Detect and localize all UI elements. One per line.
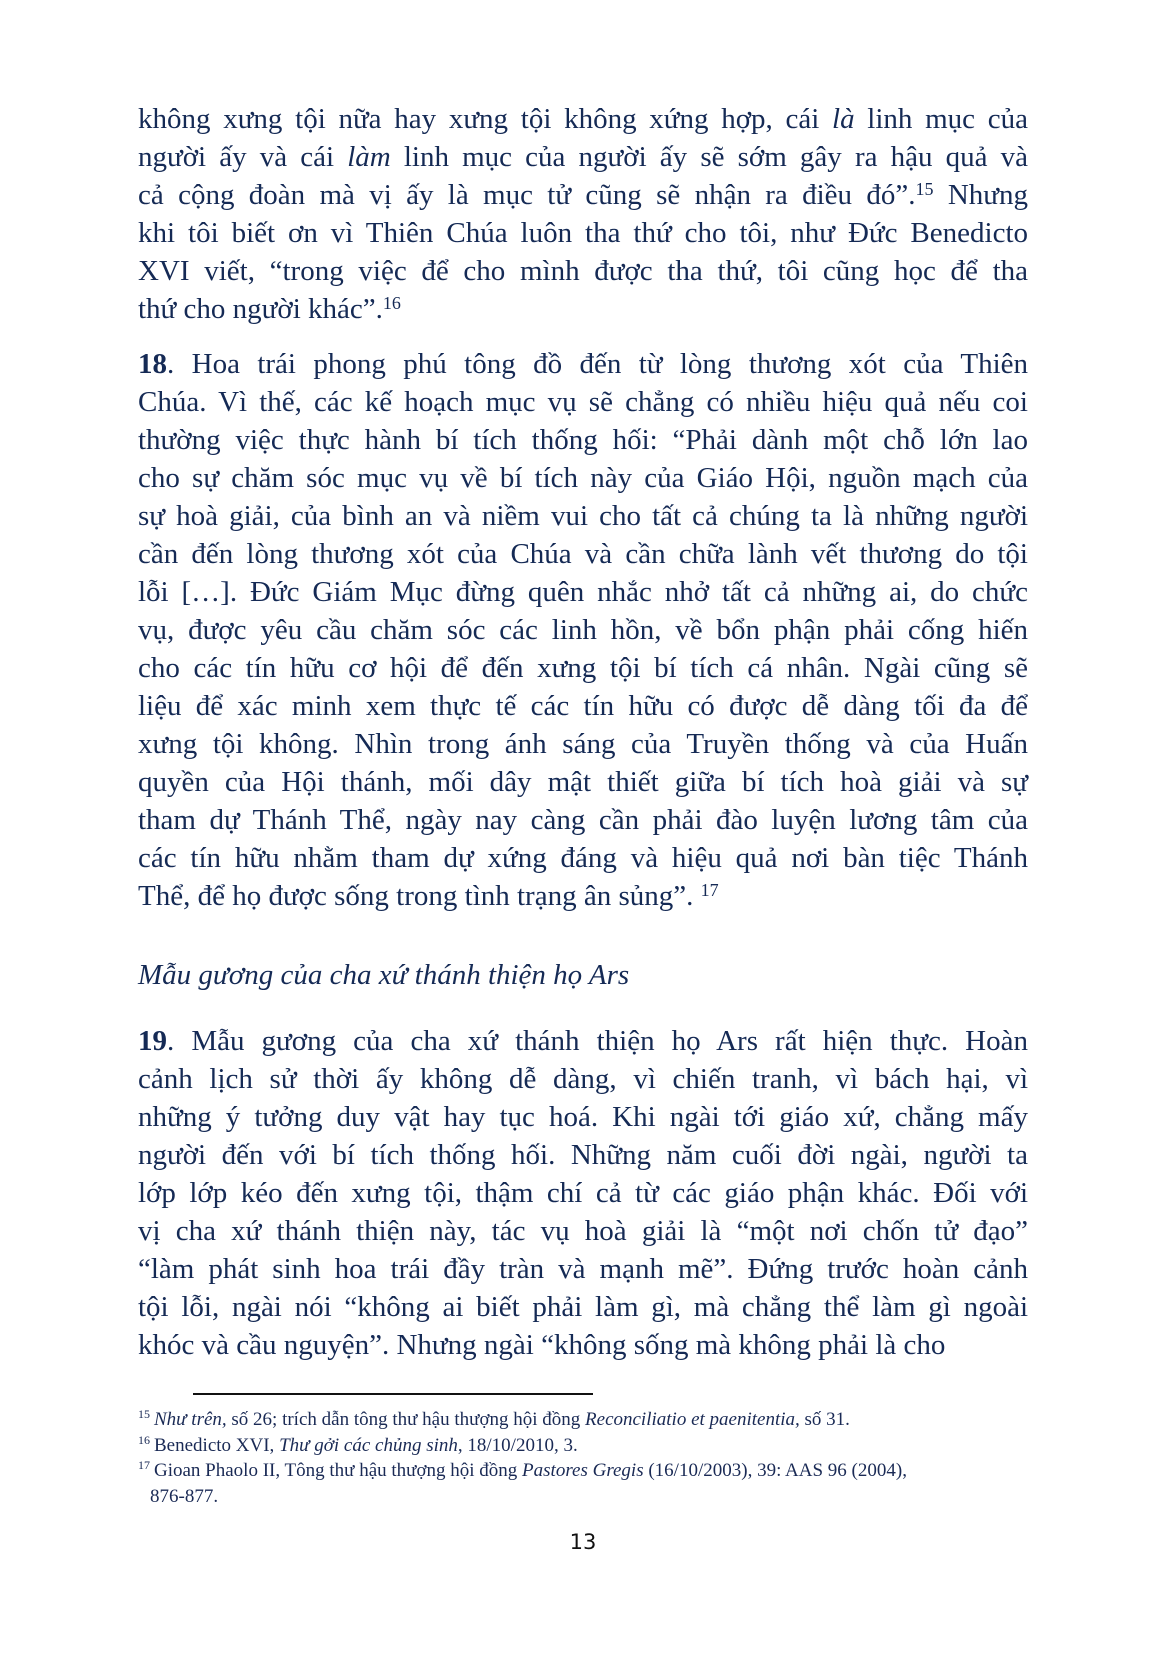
text-run: (16/10/2003), 39: AAS 96 (2004), xyxy=(643,1460,907,1481)
paragraph-18-line xyxy=(138,573,1028,611)
paragraph-19-line xyxy=(138,1212,1028,1250)
text-run: . Mẫu gương của cha xứ thánh thiện họ Ars rất hiện thực. Hoàn xyxy=(167,1025,1028,1057)
footnotes xyxy=(138,1407,1028,1509)
text-run: . Hoa trái phong phú tông đồ đến từ lòng thương xót của Thiên xyxy=(167,348,1028,380)
section-heading xyxy=(138,956,1028,994)
footnote-separator xyxy=(193,1393,593,1395)
section-heading-text: Mẫu gương của cha xứ thánh thiện họ Ars xyxy=(138,959,630,991)
paragraph-18-line xyxy=(138,839,1028,877)
text-run: người ấy và cái xyxy=(138,141,348,173)
text-run: khóc và cầu nguyện”. Nhưng ngài “không sống mà không phải là cho xyxy=(138,1329,946,1361)
footnote-15 xyxy=(138,1407,1028,1433)
italic-text: Như trên, xyxy=(154,1409,227,1430)
paragraph-continued-line xyxy=(138,252,1028,290)
text-run: những ý tưởng duy vật hay tục hoá. Khi ngài tới giáo xứ, chẳng mấy xyxy=(138,1101,1028,1133)
footnote-mark: 15 xyxy=(138,1407,150,1421)
paragraph-18-line xyxy=(138,459,1028,497)
paragraph-continued-line xyxy=(138,214,1028,252)
text-run: cần đến lòng thương xót của Chúa và cần chữa lành vết thương do tội xyxy=(138,538,1028,570)
text-run: vụ, được yêu cầu chăm sóc các linh hồn, về bổn phận phải cống hiến xyxy=(138,614,1028,646)
text-run: số 26; trích dẫn tông thư hậu thượng hội đồng xyxy=(226,1409,586,1430)
paragraph-continued-line xyxy=(138,176,1028,214)
text-run: Nhưng xyxy=(933,179,1028,211)
text-run: không xưng tội nữa hay xưng tội không xứng hợp, cái xyxy=(138,103,833,135)
text-run: khi tôi biết ơn vì Thiên Chúa luôn tha thứ cho tôi, như Đức Benedicto xyxy=(138,217,1028,249)
footnote-mark: 17 xyxy=(138,1458,150,1472)
paragraph-18-line xyxy=(138,497,1028,535)
text-run: cảnh lịch sử thời ấy không dễ dàng, vì chiến tranh, vì bách hại, vì xyxy=(138,1063,1028,1095)
paragraph-18-line xyxy=(138,649,1028,687)
paragraph-continued-line xyxy=(138,290,1028,328)
paragraph-18 xyxy=(138,345,1028,915)
paragraph-18-line xyxy=(138,345,1028,383)
text-run: cả cộng đoàn mà vị ấy là mục tử cũng sẽ nhận ra điều đó”. xyxy=(138,179,916,211)
text-run: XVI viết, “trong việc để cho mình được tha thứ, tôi cũng học để tha xyxy=(138,255,1028,287)
text-run: Benedicto XVI, xyxy=(154,1434,280,1456)
text-run: lỗi […]. Đức Giám Mục đừng quên nhắc nhở tất cả những ai, do chức xyxy=(138,576,1028,608)
text-run: Gioan Phaolo II, Tông thư hậu thượng hội đồng xyxy=(154,1460,523,1481)
paragraph-18-line xyxy=(138,877,1028,915)
paragraph-continued xyxy=(138,100,1028,328)
text-run: lớp lớp kéo đến xưng tội, thậm chí cả từ các giáo phận khác. Đối với xyxy=(138,1177,1028,1209)
paragraph-number: 18 xyxy=(138,348,167,380)
text-run: Thể, để họ được sống trong tình trạng ân sủng”. xyxy=(138,880,701,912)
text-run: liệu để xác minh xem thực tế các tín hữu có được dễ dàng tối đa để xyxy=(138,690,1028,722)
footnote-17 xyxy=(138,1458,1028,1484)
footnote-continuation: 876-877. xyxy=(150,1485,219,1507)
text-run: cho các tín hữu cơ hội để đến xưng tội bí tích cá nhân. Ngài cũng sẽ xyxy=(138,652,1028,684)
text-run: người đến với bí tích thống hối. Những năm cuối đời ngài, người ta xyxy=(138,1139,1028,1171)
italic-text: Reconciliatio et paenitentia, xyxy=(585,1409,800,1430)
italic-text: là xyxy=(832,103,855,135)
paragraph-18-line xyxy=(138,687,1028,725)
paragraph-continued-line xyxy=(138,100,1028,138)
paragraph-19-line xyxy=(138,1288,1028,1326)
paragraph-19 xyxy=(138,1022,1028,1364)
paragraph-18-line xyxy=(138,421,1028,459)
text-run: xưng tội không. Nhìn trong ánh sáng của Truyền thống và của Huấn xyxy=(138,728,1028,760)
italic-text: Thư gởi các chủng sinh xyxy=(279,1434,458,1456)
text-run: thường việc thực hành bí tích thống hối: “Phải dành một chỗ lớn lao xyxy=(138,424,1028,456)
footnote-16 xyxy=(138,1433,1028,1459)
paragraph-19-line xyxy=(138,1098,1028,1136)
paragraph-18-line xyxy=(138,801,1028,839)
text-run: vị cha xứ thánh thiện này, tác vụ hoà giải là “một nơi chốn tử đạo” xyxy=(138,1215,1028,1247)
paragraph-18-line xyxy=(138,383,1028,421)
footnote-mark: 16 xyxy=(138,1432,150,1447)
text-run: các tín hữu nhằm tham dự xứng đáng và hiệu quả nơi bàn tiệc Thánh xyxy=(138,842,1028,874)
paragraph-19-line xyxy=(138,1326,1028,1364)
page-number: 13 xyxy=(569,1530,597,1554)
text-run: thứ cho người khác”. xyxy=(138,293,383,325)
paragraph-18-line xyxy=(138,725,1028,763)
text-run: tội lỗi, ngài nói “không ai biết phải làm gì, mà chẳng thể làm gì ngoài xyxy=(138,1291,1028,1323)
footnote-reference: 15 xyxy=(915,179,934,199)
footnote-reference: 16 xyxy=(382,293,401,313)
text-run: quyền của Hội thánh, mối dây mật thiết giữa bí tích hoà giải và sự xyxy=(138,766,1028,798)
paragraph-19-line xyxy=(138,1174,1028,1212)
italic-text: Pastores Gregis xyxy=(522,1460,644,1481)
paragraph-number: 19 xyxy=(138,1025,167,1057)
paragraph-continued-line xyxy=(138,138,1028,176)
text-run: linh mục của xyxy=(854,103,1028,135)
footnote-reference: 17 xyxy=(700,880,719,900)
text-run: tham dự Thánh Thể, ngày nay càng cần phải đào luyện lương tâm của xyxy=(138,804,1028,836)
text-run: Chúa. Vì thế, các kế hoạch mục vụ sẽ chẳng có nhiều hiệu quả nếu coi xyxy=(138,386,1028,418)
paragraph-19-line xyxy=(138,1136,1028,1174)
paragraph-19-line xyxy=(138,1250,1028,1288)
text-run: cho sự chăm sóc mục vụ về bí tích này của Giáo Hội, nguồn mạch của xyxy=(138,462,1028,494)
text-run: sự hoà giải, của bình an và niềm vui cho tất cả chúng ta là những người xyxy=(138,500,1028,532)
paragraph-18-line xyxy=(138,611,1028,649)
paragraph-19-line xyxy=(138,1022,1028,1060)
text-run: số 31. xyxy=(799,1409,850,1430)
paragraph-19-line xyxy=(138,1060,1028,1098)
paragraph-18-line xyxy=(138,763,1028,801)
paragraph-18-line xyxy=(138,535,1028,573)
text-run: “làm phát sinh hoa trái đầy tràn và mạnh mẽ”. Đứng trước hoàn cảnh xyxy=(138,1253,1028,1285)
text-run: , 18/10/2010, 3. xyxy=(457,1434,578,1456)
italic-text: làm xyxy=(347,141,391,173)
text-run: linh mục của người ấy sẽ sớm gây ra hậu quả và xyxy=(390,141,1029,173)
